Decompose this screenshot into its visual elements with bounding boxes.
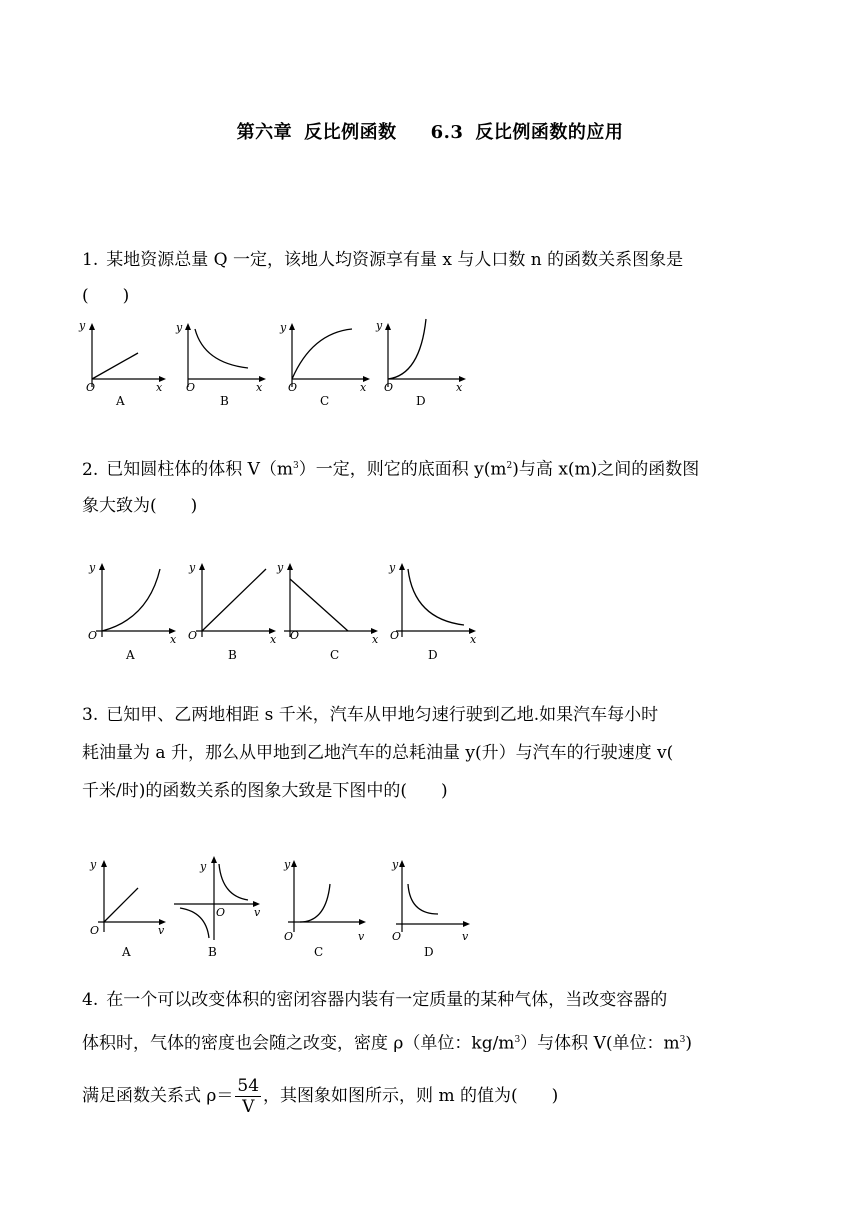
q1-option-c: C [320,394,330,408]
q1-c-curve [292,329,352,379]
q3-option-c: C [314,945,324,959]
q3-d-curve [408,884,438,914]
question-1 [82,242,782,314]
q3-b-curve-1 [219,864,248,900]
q1-option-b-graph [175,321,266,408]
q2-option-d: D [428,648,438,662]
q1-option-c-graph [279,321,370,408]
svg-text:O: O [188,629,198,642]
q3-option-a: A [122,945,131,959]
q1-d-curve [388,319,426,379]
q3-a-curve [104,888,138,922]
q3-option-d: D [424,945,434,959]
q2-option-c-graph [276,561,379,662]
page-title [0,118,860,144]
svg-text:O: O [88,629,98,642]
section-title: 反比例函数的应用 [475,122,624,143]
question-1-line2: ( ) [82,286,130,306]
q2-b-curve [202,569,266,631]
svg-text:O: O [216,906,226,919]
question-4 [82,980,782,1117]
q1-option-d-graph [375,319,466,408]
q1-a-y-label: y [79,319,86,332]
chapter-title: 反比例函数 [304,122,397,143]
svg-text:y: y [200,860,207,873]
q1-a-origin: O [86,381,96,394]
q2-d-curve [408,569,464,625]
q2-option-a: A [126,648,135,662]
q3-c-curve [300,884,330,922]
question-2-line2: 象大致为( ) [82,495,198,516]
question-3 [82,696,782,810]
question-4-line2: 体积时，气体的密度也会随之改变，密度 ρ（单位：$kg/m^3$）与体积 V(单位：$m^3$) [82,1033,692,1054]
q2-option-b: B [228,648,237,662]
question-3-line1: 3. 已知甲、乙两地相距 s 千米，汽车从甲地匀速行驶到乙地.如果汽车每小时 [82,705,659,725]
q1-b-curve [195,329,248,368]
question-3-line3: 千米/时)的函数关系的图象大致是下图中的( ) [82,781,448,801]
q3-option-c-graph [283,858,366,959]
svg-text:y: y [277,561,284,574]
svg-text:x: x [372,633,379,646]
svg-text:y: y [90,858,97,871]
question-2-line1: 2. 已知圆柱体的体积 $V(m^3)$一定，则它的底面积 $y(m^2)$与高 x(m)之间的函数图 [82,459,700,480]
svg-text:x: x [170,633,177,646]
svg-text:y: y [389,561,396,574]
svg-text:O: O [384,381,394,394]
q2-option-a-graph [88,561,177,662]
q3-option-d-graph [391,858,470,959]
question-1-figure [70,315,480,410]
svg-text:y: y [189,561,196,574]
svg-text:v: v [158,924,165,937]
q1-option-b: B [220,394,229,408]
question-2-figure [80,555,490,665]
section-number: 6.3 [430,122,464,143]
svg-text:y: y [176,321,183,334]
density-fraction: $\frac{54}{V}$ [237,1075,260,1117]
question-4-line1: 4. 在一个可以改变体积的密闭容器内装有一定质量的某种气体，当改变容器的 [82,990,668,1010]
svg-text:x: x [256,381,263,394]
chapter-number: 第六章 [236,122,293,143]
svg-text:y: y [89,561,96,574]
q2-option-b-graph [188,561,277,662]
question-3-line2: 耗油量为 a 升，那么从甲地到乙地汽车的总耗油量 y(升）与汽车的行驶速度 v( [82,743,674,763]
q1-option-a-graph [78,319,166,408]
q2-a-curve [102,569,160,631]
svg-text:O: O [186,381,196,394]
svg-text:v: v [462,930,469,943]
q1-option-d: D [416,394,426,408]
q3-option-b: B [208,945,217,959]
svg-text:O: O [392,930,402,943]
svg-text:v: v [358,930,365,943]
q3-option-a-graph [89,858,166,959]
q3-b-curve-2 [180,908,209,938]
q1-option-a: A [116,394,125,408]
q3-option-b-graph [174,856,261,959]
q2-c-curve [290,579,348,631]
q1-a-curve [92,353,138,379]
q2-option-c: C [330,648,340,662]
q2-option-d-graph [388,561,477,662]
question-3-figure [82,850,482,965]
question-1-line1: 1. 某地资源总量 Q 一定，该地人均资源享有量 x 与人口数 n 的函数关系图象是 [82,250,684,270]
svg-text:y: y [376,319,383,332]
svg-text:y: y [280,321,287,334]
svg-text:y: y [284,858,291,871]
svg-text:O: O [390,629,400,642]
svg-text:O: O [284,930,294,943]
q1-a-x-label: x [156,381,163,394]
svg-text:O: O [290,629,300,642]
svg-text:y: y [392,858,399,871]
question-2 [82,448,782,524]
question-4-line3: 满足函数关系式 ρ＝ $\frac{54}{V}$ ，其图象如图所示，则 m 的值为( ) [82,1075,559,1117]
svg-text:x: x [270,633,277,646]
svg-text:O: O [288,381,298,394]
svg-text:x: x [360,381,367,394]
svg-text:x: x [456,381,463,394]
svg-text:x: x [470,633,477,646]
svg-text:O: O [90,924,100,937]
svg-text:v: v [254,906,261,919]
